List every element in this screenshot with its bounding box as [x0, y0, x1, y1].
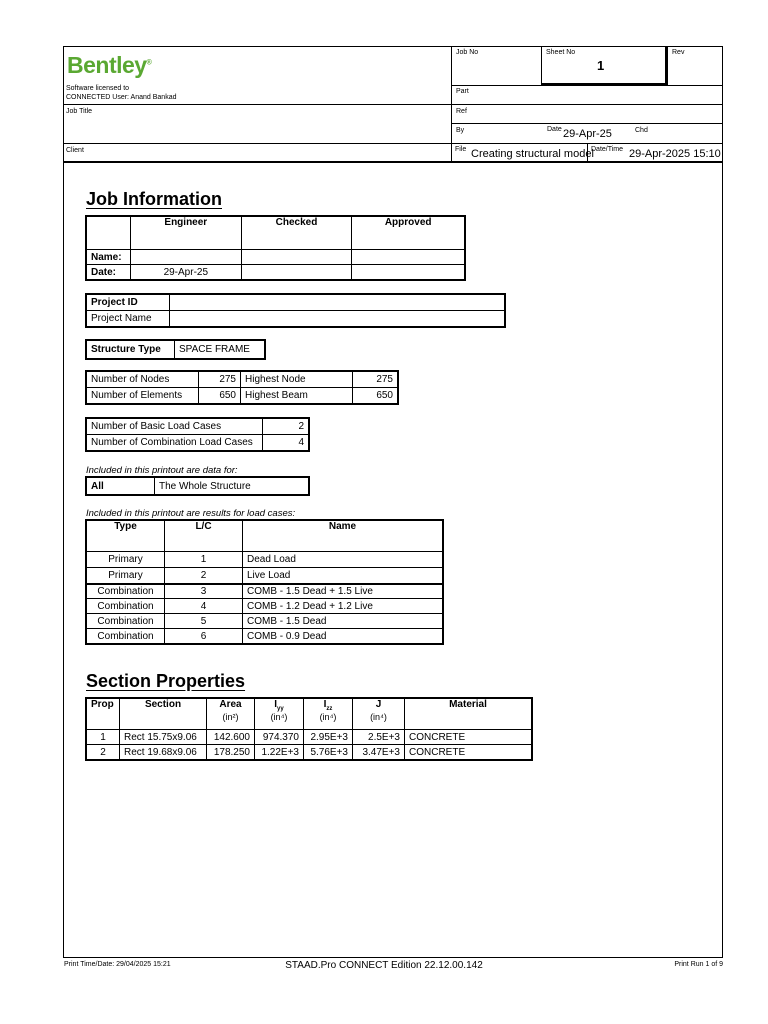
- ref-label: Ref: [456, 108, 467, 115]
- col-material: Material: [405, 699, 532, 730]
- elements-value: 650: [199, 388, 241, 404]
- date-label: Date: [547, 126, 562, 133]
- included-key: All: [87, 478, 155, 495]
- engineer-date: 29-Apr-25: [130, 265, 241, 280]
- edition: STAAD.Pro CONNECT Edition 22.12.00.142: [285, 960, 483, 971]
- table-row: Combination 3 COMB - 1.5 Dead + 1.5 Live: [87, 584, 443, 599]
- comb-load-label: Number of Combination Load Cases: [87, 435, 263, 451]
- included-data-note: Included in this printout are data for:: [86, 465, 238, 476]
- header-bottom-rule: [63, 161, 723, 163]
- structure-type-table: [86, 340, 265, 359]
- job-title-label: Job Title: [66, 108, 93, 115]
- job-information-title: Job Information: [86, 189, 222, 209]
- datetime-label: Date/Time: [591, 146, 624, 153]
- included-table: [86, 477, 309, 495]
- project-name-label: Project Name: [87, 311, 170, 327]
- page-frame: [63, 46, 723, 958]
- nodes-label: Number of Nodes: [87, 372, 199, 388]
- col-prop: Prop: [87, 699, 120, 730]
- bentley-logo: Bentley®: [67, 52, 152, 78]
- table-row: Combination 6 COMB - 0.9 Dead: [87, 629, 443, 644]
- name-label: Name:: [87, 250, 131, 265]
- load-cases-note: Included in this printout are results for load cases:: [86, 508, 296, 519]
- load-cases-table: [86, 520, 443, 644]
- section-properties-title: Section Properties: [86, 671, 246, 691]
- load-count-table: [86, 418, 309, 451]
- file-value: Creating structural model: [471, 148, 594, 160]
- part-label: Part: [456, 88, 469, 95]
- sheet-no-label: Sheet No: [546, 49, 576, 56]
- structure-type-label: Structure Type: [87, 341, 175, 359]
- col-name: Name: [243, 521, 443, 552]
- col-area: Area (in²): [207, 699, 255, 730]
- included-value: The Whole Structure: [155, 478, 309, 495]
- date-row-label: Date:: [87, 265, 131, 280]
- job-info-table: [86, 216, 465, 280]
- col-engineer: Engineer: [130, 217, 241, 250]
- col-section: Section: [120, 699, 207, 730]
- col-j: J (in⁴): [353, 699, 405, 730]
- rev-label: Rev: [672, 49, 685, 56]
- col-lc: L/C: [165, 521, 243, 552]
- highest-beam-value: 650: [353, 388, 398, 404]
- highest-node-value: 275: [353, 372, 398, 388]
- print-run: Print Run 1 of 9: [674, 961, 723, 968]
- basic-load-label: Number of Basic Load Cases: [87, 419, 263, 435]
- project-name-value: [170, 311, 505, 327]
- license-line-1: Software licensed to: [66, 85, 130, 92]
- elements-label: Number of Elements: [87, 388, 199, 404]
- table-row: Primary 1 Dead Load: [87, 552, 443, 568]
- structure-type-value: SPACE FRAME: [175, 341, 265, 359]
- col-iyy: $I_{yy}$ (in⁴): [255, 699, 304, 730]
- section-properties-table: [86, 698, 532, 760]
- comb-load-value: 4: [263, 435, 309, 451]
- counts-table: [86, 371, 398, 404]
- project-id-value: [170, 295, 505, 311]
- date-value: 29-Apr-25: [563, 128, 612, 140]
- print-time: Print Time/Date: 29/04/2025 15:21: [64, 961, 171, 968]
- project-id-label: Project ID: [87, 295, 170, 311]
- table-row: 1 Rect 15.75x9.06 142.600 974.370 2.95E+3 2.5E+3 CONCRETE: [87, 730, 532, 745]
- job-no-label: Job No: [456, 49, 479, 56]
- col-approved: Approved: [352, 217, 465, 250]
- sheet-no-value: 1: [597, 58, 605, 73]
- project-table: [86, 294, 505, 327]
- highest-node-label: Highest Node: [241, 372, 353, 388]
- file-label: File: [455, 146, 467, 153]
- by-label: By: [456, 127, 465, 134]
- table-row: Combination 4 COMB - 1.2 Dead + 1.2 Live: [87, 599, 443, 614]
- col-type: Type: [87, 521, 165, 552]
- table-row: 2 Rect 19.68x9.06 178.250 1.22E+3 5.76E+3 3.47E+3 CONCRETE: [87, 745, 532, 760]
- nodes-value: 275: [199, 372, 241, 388]
- datetime-value: 29-Apr-2025 15:10: [629, 148, 721, 160]
- license-line-2: CONNECTED User: Anand Bankad: [66, 94, 177, 101]
- col-checked: Checked: [241, 217, 352, 250]
- basic-load-value: 2: [263, 419, 309, 435]
- table-row: Primary 2 Live Load: [87, 568, 443, 584]
- table-row: Combination 5 COMB - 1.5 Dead: [87, 614, 443, 629]
- highest-beam-label: Highest Beam: [241, 388, 353, 404]
- client-label: Client: [66, 147, 84, 154]
- chd-label: Chd: [635, 127, 648, 134]
- col-izz: $I_{zz}$ (in⁴): [304, 699, 353, 730]
